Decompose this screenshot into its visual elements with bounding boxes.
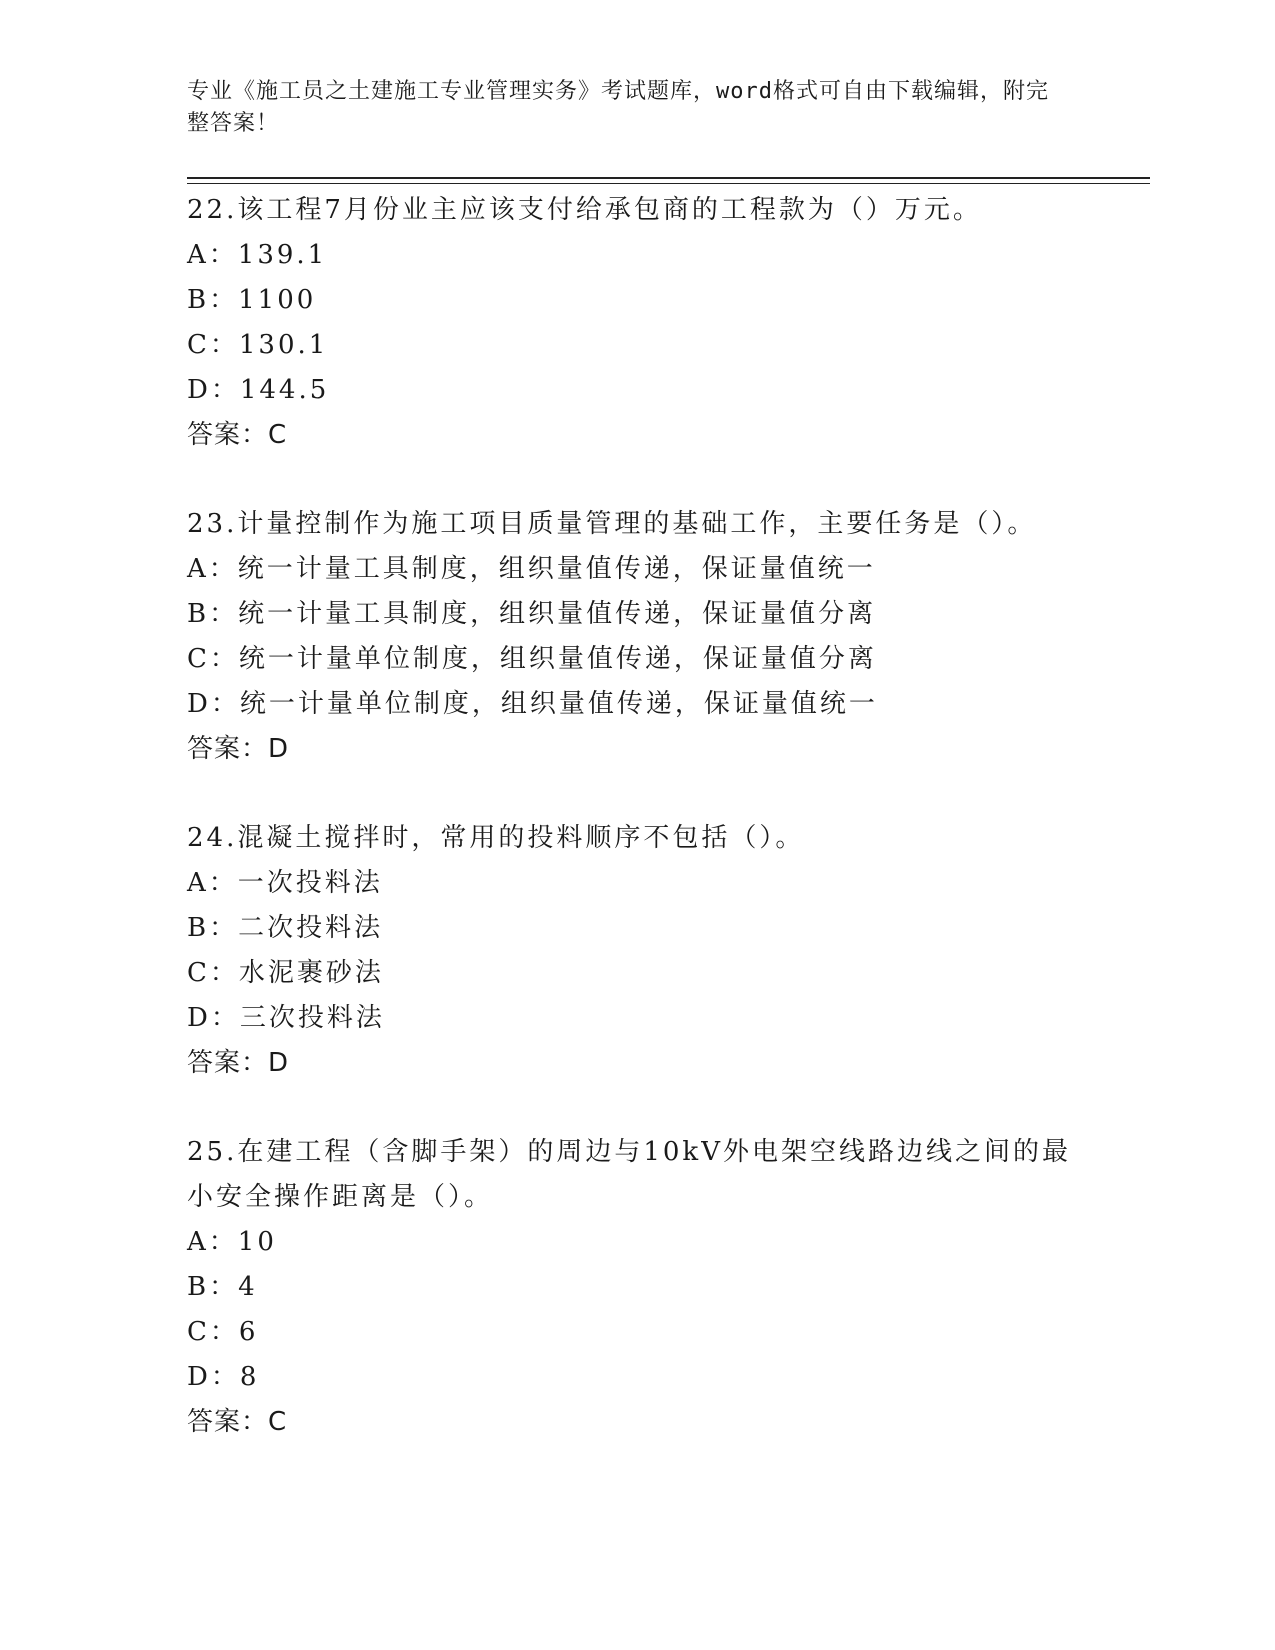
option-d: D：统一计量单位制度，组织量值传递，保证量值统一 xyxy=(187,689,878,719)
answer-line: 答案：D xyxy=(187,734,290,764)
option-c: C：统一计量单位制度，组织量值传递，保证量值分离 xyxy=(187,644,877,674)
answer-line: 答案：C xyxy=(187,1407,288,1437)
option-b: B：二次投料法 xyxy=(187,913,384,943)
question-22 xyxy=(187,188,1077,458)
question-25 xyxy=(187,1130,1077,1445)
option-a: A：统一计量工具制度，组织量值传递，保证量值统一 xyxy=(187,554,876,584)
option-d: D：144.5 xyxy=(187,375,330,405)
option-b: B：1100 xyxy=(187,285,317,315)
question-24 xyxy=(187,816,1077,1086)
option-b: B：4 xyxy=(187,1272,258,1302)
question-list xyxy=(187,188,1077,1445)
option-c: C：6 xyxy=(187,1317,259,1347)
question-stem: 24.混凝土搅拌时，常用的投料顺序不包括（）。 xyxy=(187,823,805,853)
question-stem: 22.该工程7月份业主应该支付给承包商的工程款为（）万元。 xyxy=(187,195,982,225)
option-a: A：139.1 xyxy=(187,240,328,270)
question-23 xyxy=(187,502,1077,772)
option-b: B：统一计量工具制度，组织量值传递，保证量值分离 xyxy=(187,599,877,629)
option-c: C：水泥裹砂法 xyxy=(187,958,384,988)
answer-line: 答案：D xyxy=(187,1048,290,1078)
question-stem: 25.在建工程（含脚手架）的周边与10kV外电架空线路边线之间的最小安全操作距离是（）。 xyxy=(187,1137,1071,1212)
answer-line: 答案：C xyxy=(187,420,288,450)
option-c: C：130.1 xyxy=(187,330,329,360)
option-a: A：10 xyxy=(187,1227,277,1257)
document-header: 专业《施工员之土建施工专业管理实务》考试题库，word格式可自由下载编辑，附完整答案！ xyxy=(187,79,1049,136)
option-a: A：一次投料法 xyxy=(187,868,383,898)
question-stem: 23.计量控制作为施工项目质量管理的基础工作，主要任务是（）。 xyxy=(187,509,1037,539)
option-d: D：8 xyxy=(187,1362,260,1392)
header-divider-thick xyxy=(187,177,1150,179)
option-d: D：三次投料法 xyxy=(187,1003,385,1033)
header-divider-thin xyxy=(187,183,1150,184)
